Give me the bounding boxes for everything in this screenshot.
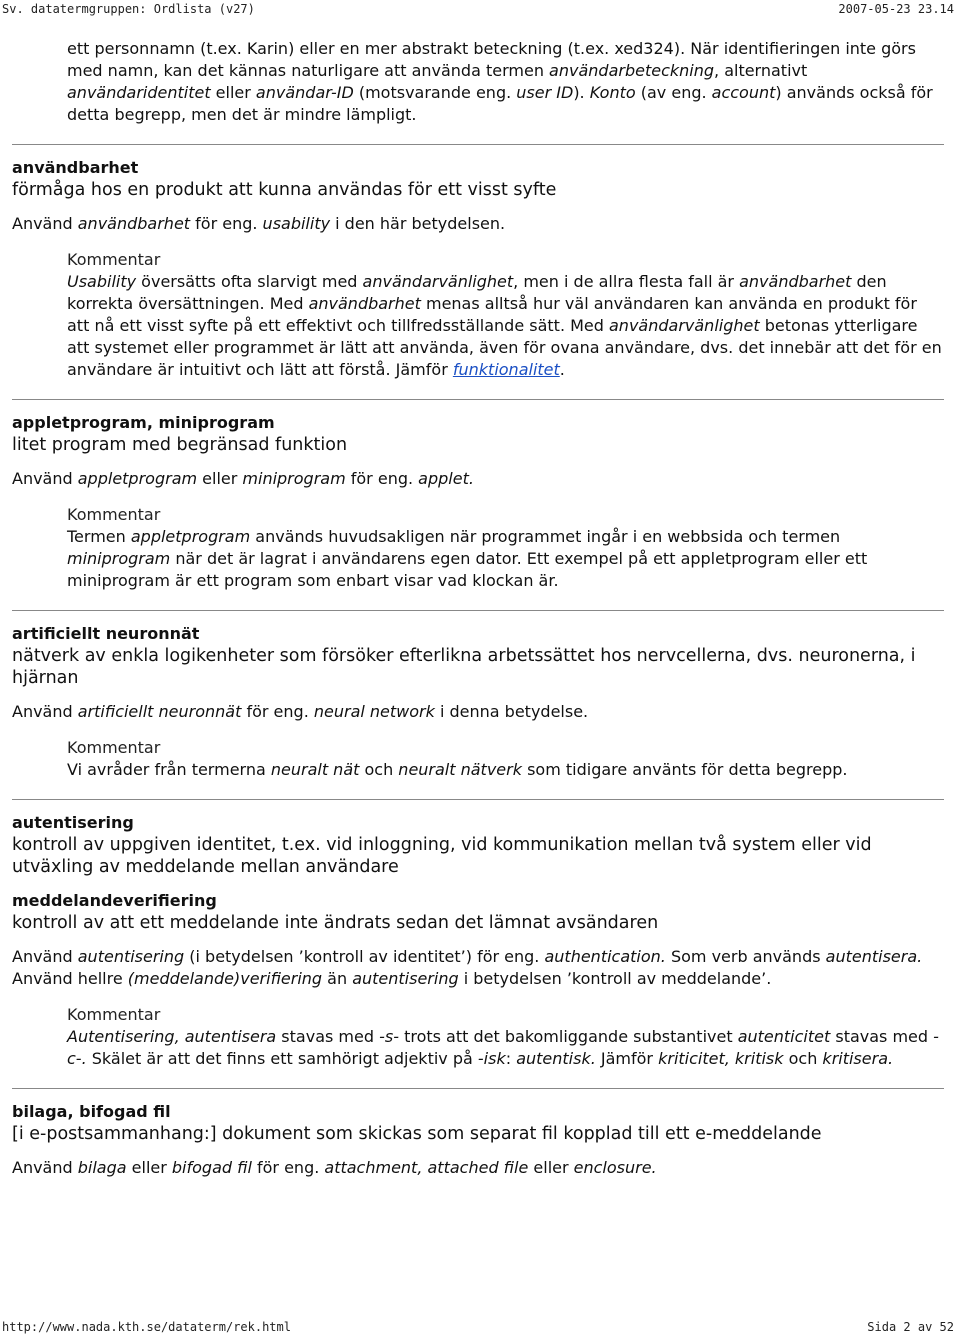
text: Använd bbox=[12, 469, 78, 488]
divider bbox=[12, 1088, 944, 1089]
text: ). bbox=[573, 83, 590, 102]
text: miniprogram bbox=[67, 549, 171, 568]
text: Skälet är att det finns ett samhörigt adjektiv på bbox=[86, 1049, 478, 1068]
entry-comment bbox=[67, 737, 944, 781]
text: trots att det bakomliggande substantivet bbox=[398, 1027, 738, 1046]
text: autentisk. bbox=[516, 1049, 596, 1068]
text: när det är lagrat i användarens egen dator. Ett exempel på ett appletprogram eller ett miniprogram är ett program som enbart visar vad klockan är. bbox=[67, 549, 868, 590]
text: Använd bbox=[12, 702, 78, 721]
text: Konto bbox=[589, 83, 636, 102]
entry-anvandbarhet bbox=[12, 157, 944, 381]
text: användarvänlighet bbox=[362, 272, 514, 291]
text: användbarhet bbox=[308, 294, 421, 313]
text: autentisering bbox=[77, 947, 185, 966]
text: användarbeteckning bbox=[549, 61, 715, 80]
text: för eng. bbox=[190, 214, 263, 233]
entry-usage bbox=[12, 701, 944, 723]
text: Som verb används bbox=[665, 947, 826, 966]
entry-usage bbox=[12, 946, 944, 990]
entry-usage bbox=[12, 468, 944, 490]
text: user ID bbox=[516, 83, 574, 102]
text: används huvudsakligen när programmet ingår i en webbsida och termen bbox=[250, 527, 841, 546]
text: kritisera. bbox=[822, 1049, 894, 1068]
entry-term: artificiellt neuronnät bbox=[12, 624, 200, 643]
entry-usage bbox=[12, 213, 944, 235]
entry-comment bbox=[67, 504, 944, 592]
text: än bbox=[322, 969, 353, 988]
comment-label: Kommentar bbox=[67, 250, 161, 269]
text: eller bbox=[126, 1158, 172, 1177]
document-body bbox=[12, 38, 944, 1193]
text: som tidigare använts för detta begrepp. bbox=[521, 760, 848, 779]
text: (i betydelsen ’kontroll av identitet’) för eng. bbox=[184, 947, 545, 966]
intro-paragraph bbox=[67, 38, 944, 126]
text: attachment, attached file bbox=[324, 1158, 529, 1177]
divider bbox=[12, 144, 944, 145]
text: autentisera. bbox=[825, 947, 923, 966]
header-timestamp: 2007-05-23 23.14 bbox=[838, 2, 954, 16]
text: och bbox=[783, 1049, 823, 1068]
comment-text bbox=[67, 1026, 944, 1070]
text: för eng. bbox=[345, 469, 419, 488]
text: ett personnamn (t.ex. Karin) eller en mer abstrakt beteckning (t.ex. xed324). När identifieringen inte görs med namn, kan det kännas naturligare att använda termen bbox=[67, 39, 916, 80]
text: funktionalitet bbox=[452, 360, 560, 379]
text: för eng. bbox=[251, 1158, 325, 1177]
text: -isk bbox=[477, 1049, 506, 1068]
entry-definition: nätverk av enkla logikenheter som försöker efterlikna arbetssättet hos nervcellerna, dvs. neuronerna, i hjärnan bbox=[12, 646, 916, 688]
text: . bbox=[559, 360, 565, 379]
text: authentication. bbox=[544, 947, 666, 966]
text: Usability bbox=[67, 272, 137, 291]
entry-definition: förmåga hos en produkt att kunna användas för ett visst syfte bbox=[12, 180, 557, 200]
text: användarvänlighet bbox=[609, 316, 760, 335]
text: och bbox=[359, 760, 399, 779]
text: Använd bbox=[12, 1158, 78, 1177]
entry-autentisering bbox=[12, 812, 944, 1070]
divider bbox=[12, 399, 944, 400]
text: Termen bbox=[67, 527, 131, 546]
entry-comment bbox=[67, 1004, 944, 1070]
text: appletprogram bbox=[130, 527, 251, 546]
text: eller bbox=[197, 469, 243, 488]
text: account bbox=[711, 83, 776, 102]
text: i den här betydelsen. bbox=[330, 214, 506, 233]
text: , alternativt bbox=[714, 61, 808, 80]
comment-text bbox=[67, 526, 944, 592]
text: Vi avråder från termerna bbox=[67, 760, 271, 779]
entry-definition: litet program med begränsad funktion bbox=[12, 435, 348, 455]
entry-term: användbarhet bbox=[12, 158, 139, 177]
entry-usage bbox=[12, 1157, 944, 1179]
text: Använd bbox=[12, 947, 78, 966]
entry-term: bilaga, bifogad fil bbox=[12, 1102, 171, 1121]
text: : bbox=[505, 1049, 517, 1068]
text: användbarhet bbox=[739, 272, 852, 291]
text: artificiellt neuronnät bbox=[77, 702, 242, 721]
text: kriticitet, kritisk bbox=[658, 1049, 784, 1068]
entry-definition: [i e-postsammanhang:] dokument som skickas som separat fil kopplad till ett e-meddelande bbox=[12, 1124, 822, 1144]
text: översätts ofta slarvigt med bbox=[136, 272, 363, 291]
text: (av eng. bbox=[635, 83, 712, 102]
page-footer bbox=[0, 1318, 960, 1338]
text: neural network bbox=[313, 702, 435, 721]
entry-definition-secondary: kontroll av att ett meddelande inte ändrats sedan det lämnat avsändaren bbox=[12, 913, 659, 933]
text: miniprogram bbox=[242, 469, 346, 488]
text: eller bbox=[210, 83, 256, 102]
divider bbox=[12, 610, 944, 611]
comment-label: Kommentar bbox=[67, 1005, 161, 1024]
text: autenticitet bbox=[737, 1027, 831, 1046]
text: den korrekta översättningen. Med bbox=[67, 272, 887, 313]
text: eller bbox=[528, 1158, 574, 1177]
footer-url: http://www.nada.kth.se/dataterm/rek.html bbox=[2, 1320, 291, 1334]
text: usability bbox=[262, 214, 331, 233]
text: betonas ytterligare att systemet eller programmet är lätt att använda, även för ovana användare, dvs. det innebär att det för en användare är intuitivt och lätt att förstå. Jämför bbox=[67, 316, 942, 379]
entry-definition: kontroll av uppgiven identitet, t.ex. vid inloggning, vid kommunikation mellan två system eller vid utväxling av meddelande mellan användare bbox=[12, 835, 872, 877]
text: Jämför bbox=[595, 1049, 659, 1068]
header-title: Sv. datatermgruppen: Ordlista (v27) bbox=[2, 2, 255, 16]
text: stavas med bbox=[830, 1027, 934, 1046]
text: enclosure. bbox=[573, 1158, 657, 1177]
funktionalitet-link[interactable] bbox=[453, 360, 560, 379]
text: i denna betydelse. bbox=[434, 702, 589, 721]
text: användbarhet bbox=[77, 214, 191, 233]
text: Autentisering, autentisera bbox=[67, 1027, 277, 1046]
entry-term-secondary: meddelandeverifiering bbox=[12, 891, 217, 910]
text: menas alltså hur väl användaren kan använda en produkt för att nå ett visst syfte på ett effektivt och tillfredsställande sätt. Med bbox=[67, 294, 917, 335]
text: neuralt nät bbox=[270, 760, 360, 779]
entry-comment bbox=[67, 249, 944, 381]
text: Använd bbox=[12, 214, 78, 233]
entry-appletprogram bbox=[12, 412, 944, 592]
entry-term: autentisering bbox=[12, 813, 134, 832]
comment-label: Kommentar bbox=[67, 738, 161, 757]
divider bbox=[12, 799, 944, 800]
text: i betydelsen ’kontroll av meddelande’. bbox=[458, 969, 772, 988]
comment-label: Kommentar bbox=[67, 505, 161, 524]
text: (motsvarande eng. bbox=[353, 83, 517, 102]
footer-page-number: Sida 2 av 52 bbox=[867, 1320, 954, 1334]
text: bilaga bbox=[77, 1158, 127, 1177]
comment-text bbox=[67, 759, 944, 781]
text: autentisering bbox=[352, 969, 459, 988]
page-header bbox=[0, 0, 960, 20]
text: -c-. bbox=[67, 1027, 939, 1068]
text: appletprogram bbox=[77, 469, 198, 488]
text: bifogad fil bbox=[171, 1158, 252, 1177]
text: -s- bbox=[379, 1027, 399, 1046]
entry-term: appletprogram, miniprogram bbox=[12, 413, 275, 432]
text: Använd hellre bbox=[12, 969, 128, 988]
text: användar-ID bbox=[255, 83, 354, 102]
text: neuralt nätverk bbox=[398, 760, 522, 779]
entry-neuronnat bbox=[12, 623, 944, 781]
comment-text bbox=[67, 271, 944, 381]
text: ) används också för detta begrepp, men det är mindre lämpligt. bbox=[67, 83, 933, 124]
text: stavas med bbox=[276, 1027, 380, 1046]
text: användaridentitet bbox=[67, 83, 211, 102]
text: applet. bbox=[418, 469, 474, 488]
text: , men i de allra flesta fall är bbox=[513, 272, 740, 291]
text: för eng. bbox=[241, 702, 314, 721]
text: (meddelande)verifiering bbox=[127, 969, 323, 988]
entry-bilaga bbox=[12, 1101, 944, 1179]
